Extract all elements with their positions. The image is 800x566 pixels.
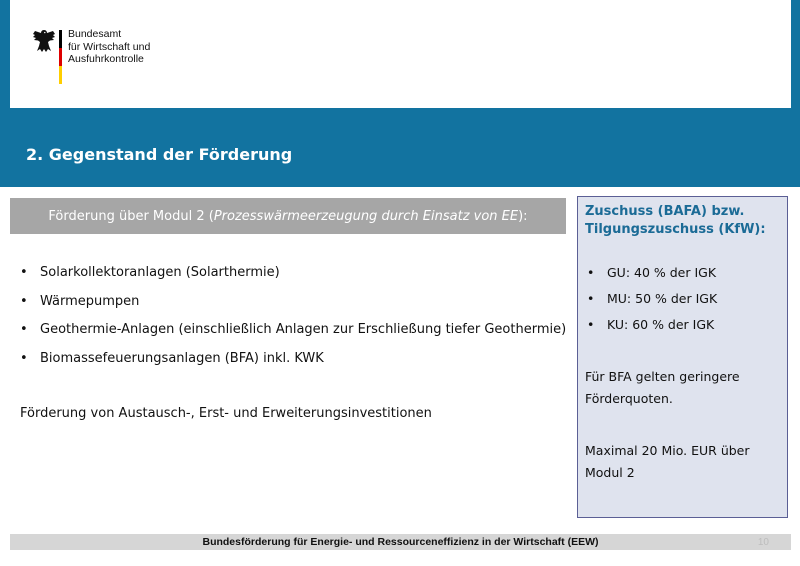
section-title: 2. Gegenstand der Förderung (26, 145, 293, 164)
bfa-note-line: Förderquoten. (585, 391, 673, 406)
sidebar-title-line: Zuschuss (BAFA) bzw. (585, 204, 745, 219)
max-funding-line: Modul 2 (585, 465, 635, 480)
federal-eagle-icon (32, 28, 56, 54)
module-heading-suffix: ): (518, 208, 528, 224)
page-number: 10 (757, 537, 769, 548)
list-item: • Biomassefeuerungsanlagen (BFA) inkl. KWK (20, 350, 566, 379)
quota-list (585, 264, 717, 342)
subsidy-sidebar (577, 196, 788, 518)
module-heading (10, 198, 566, 234)
german-flag-stripe (59, 30, 62, 84)
agency-name-line: Bundesamt (68, 28, 122, 40)
list-item: • Geothermie-Anlagen (einschließlich Anlagen zur Erschließung tiefer Geothermie) (20, 321, 566, 350)
module-heading-emphasis: Prozesswärmeerzeugung durch Einsatz von EE (213, 208, 519, 224)
max-funding-note (585, 440, 781, 484)
list-item: • MU: 50 % der IGK (585, 290, 717, 316)
agency-name-line: für Wirtschaft und (68, 40, 151, 53)
bfa-note (585, 366, 781, 410)
list-item: • KU: 60 % der IGK (585, 316, 717, 342)
footer (10, 534, 791, 550)
sidebar-title-line: Tilgungszuschuss (KfW): (585, 222, 766, 237)
list-item: • Wärmepumpen (20, 293, 566, 322)
flag-gold (59, 66, 62, 84)
agency-name (68, 28, 150, 66)
flag-black (59, 30, 62, 48)
list-item: • GU: 40 % der IGK (585, 264, 717, 290)
list-item: • Solarkollektoranlagen (Solarthermie) (20, 264, 566, 293)
max-funding-line: Maximal 20 Mio. EUR über (585, 443, 750, 458)
module-heading-prefix: Förderung über Modul 2 ( (48, 208, 214, 224)
footer-text: Bundesförderung für Energie- und Ressourceneffizienz in der Wirtschaft (EEW) (202, 536, 599, 548)
flag-red (59, 48, 62, 66)
measures-list (20, 264, 566, 378)
agency-name-line: Ausfuhrkontrolle (68, 53, 144, 65)
sidebar-title (585, 203, 785, 239)
funding-note: Förderung von Austausch-, Erst- und Erweiterungsinvestitionen (20, 406, 432, 421)
bfa-note-line: Für BFA gelten geringere (585, 369, 740, 384)
